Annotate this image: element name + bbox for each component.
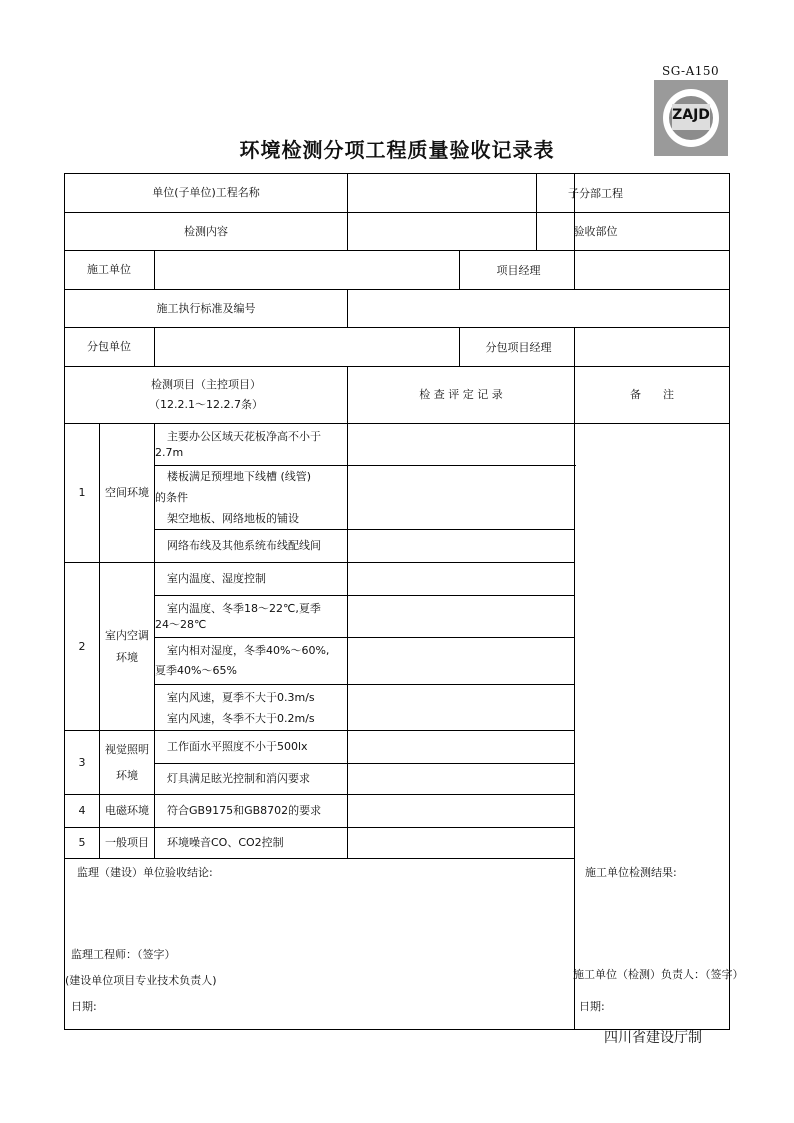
- check-item: 室内温度、湿度控制: [155, 563, 348, 596]
- unit-project-value[interactable]: [348, 174, 624, 213]
- check-item-line: 24～28℃: [155, 617, 207, 631]
- check-item: 工作面水平照度不小于500lx: [155, 731, 348, 764]
- check-item: 灯具满足眩光控制和消闪要求: [155, 764, 348, 795]
- subcontract-manager-label: 分包项目经理: [459, 328, 577, 366]
- group-no: 3: [65, 731, 100, 795]
- project-manager-label: 项目经理: [459, 251, 577, 289]
- accept-part-label: 验收部位: [536, 213, 654, 250]
- check-item: 符合GB9175和GB8702的要求: [155, 795, 348, 828]
- record-cell[interactable]: [348, 764, 575, 795]
- group-name: 电磁环境: [100, 795, 155, 828]
- check-item: [155, 466, 348, 530]
- supervision-note: (建设单位项目专业技术负责人): [65, 974, 217, 987]
- record-cell[interactable]: [348, 795, 575, 828]
- group-name-line: 室内空调: [105, 628, 149, 642]
- check-item-line: 室内温度、冬季18～22℃,夏季: [167, 601, 321, 615]
- group-name-line: 视觉照明: [105, 742, 149, 756]
- construction-unit-value[interactable]: [155, 251, 575, 290]
- group-name-line: 环境: [116, 768, 138, 782]
- record-header: 检 查 评 定 记 录: [348, 367, 575, 424]
- record-cell[interactable]: [348, 466, 575, 530]
- project-manager-value[interactable]: [575, 251, 730, 290]
- record-cell[interactable]: [348, 731, 575, 764]
- check-item-line: 室内风速，夏季不大于0.3m/s: [167, 690, 315, 704]
- group-no: 2: [65, 563, 100, 731]
- standard-label: 施工执行标准及编号: [65, 290, 348, 328]
- check-item-line: 室内相对湿度，冬季40%～60%,: [167, 644, 330, 657]
- check-item-line: 夏季40%～65%: [155, 664, 237, 677]
- construction-result-title: 施工单位检测结果:: [585, 866, 677, 879]
- subcontract-unit-value[interactable]: [155, 328, 575, 367]
- item-header-line2: （12.2.1～12.2.7条）: [149, 398, 263, 411]
- sub-division-label: 子分部工程: [536, 174, 654, 212]
- supervision-conclusion[interactable]: [65, 859, 575, 1030]
- check-item-line: 室内风速，冬季不大于0.2m/s: [167, 711, 315, 725]
- check-item: [155, 638, 348, 685]
- check-item-line: 2.7m: [155, 445, 184, 459]
- record-cell[interactable]: [348, 828, 575, 859]
- detect-content-label: 检测内容: [65, 213, 348, 251]
- construction-unit-label: 施工单位: [65, 251, 155, 290]
- remark-header: 备 注: [575, 367, 730, 424]
- item-header-line1: 检测项目（主控项目）: [151, 378, 262, 391]
- subcontract-manager-value[interactable]: [575, 328, 730, 367]
- record-cell[interactable]: [348, 638, 575, 685]
- check-item: 环境噪音CO、CO2控制: [155, 828, 348, 859]
- check-item-line: 架空地板、网络地板的铺设: [167, 512, 299, 525]
- record-cell[interactable]: [348, 563, 575, 596]
- record-cell[interactable]: [348, 596, 575, 638]
- construction-date: 日期:: [579, 1000, 605, 1013]
- issuer-footer: 四川省建设厅制: [604, 1030, 702, 1046]
- inspection-form: [64, 173, 744, 1030]
- group-no: 1: [65, 424, 100, 563]
- check-item-line: 主要办公区域天花板净高不小于: [167, 429, 321, 443]
- group-name: 空间环境: [100, 424, 155, 563]
- group-name: [100, 731, 155, 795]
- group-no: 4: [65, 795, 100, 828]
- item-header: [65, 367, 348, 424]
- check-item: [155, 424, 348, 466]
- group-name-line: 环境: [116, 650, 138, 664]
- record-cell[interactable]: [348, 424, 575, 466]
- record-cell[interactable]: [348, 685, 575, 731]
- check-item: [155, 685, 348, 731]
- supervision-date: 日期:: [71, 1000, 97, 1013]
- group-no: 5: [65, 828, 100, 859]
- group-name: [100, 563, 155, 731]
- check-item-line: 楼板满足预埋地下线槽 (线管): [167, 470, 312, 483]
- check-item-line: 的条件: [155, 491, 188, 504]
- construction-person: 施工单位（检测）负责人：（签字）: [573, 968, 744, 981]
- supervision-engineer: 监理工程师：（签字）: [71, 948, 176, 961]
- check-item: [155, 596, 348, 638]
- check-item: 网络布线及其他系统布线配线间: [155, 530, 348, 563]
- record-cell[interactable]: [348, 530, 575, 563]
- subcontract-unit-label: 分包单位: [65, 328, 155, 367]
- page-title: 环境检测分项工程质量验收记录表: [239, 138, 555, 162]
- construction-result[interactable]: [573, 859, 744, 1030]
- supervision-title: 监理（建设）单位验收结论:: [77, 866, 213, 879]
- detect-content-value[interactable]: [348, 213, 618, 251]
- logo-text: ZAJD: [672, 107, 710, 123]
- standard-value[interactable]: [348, 290, 730, 328]
- unit-project-label: 单位(子单位)工程名称: [65, 174, 348, 213]
- form-code: SG-A150: [662, 64, 720, 78]
- group-name: 一般项目: [100, 828, 155, 859]
